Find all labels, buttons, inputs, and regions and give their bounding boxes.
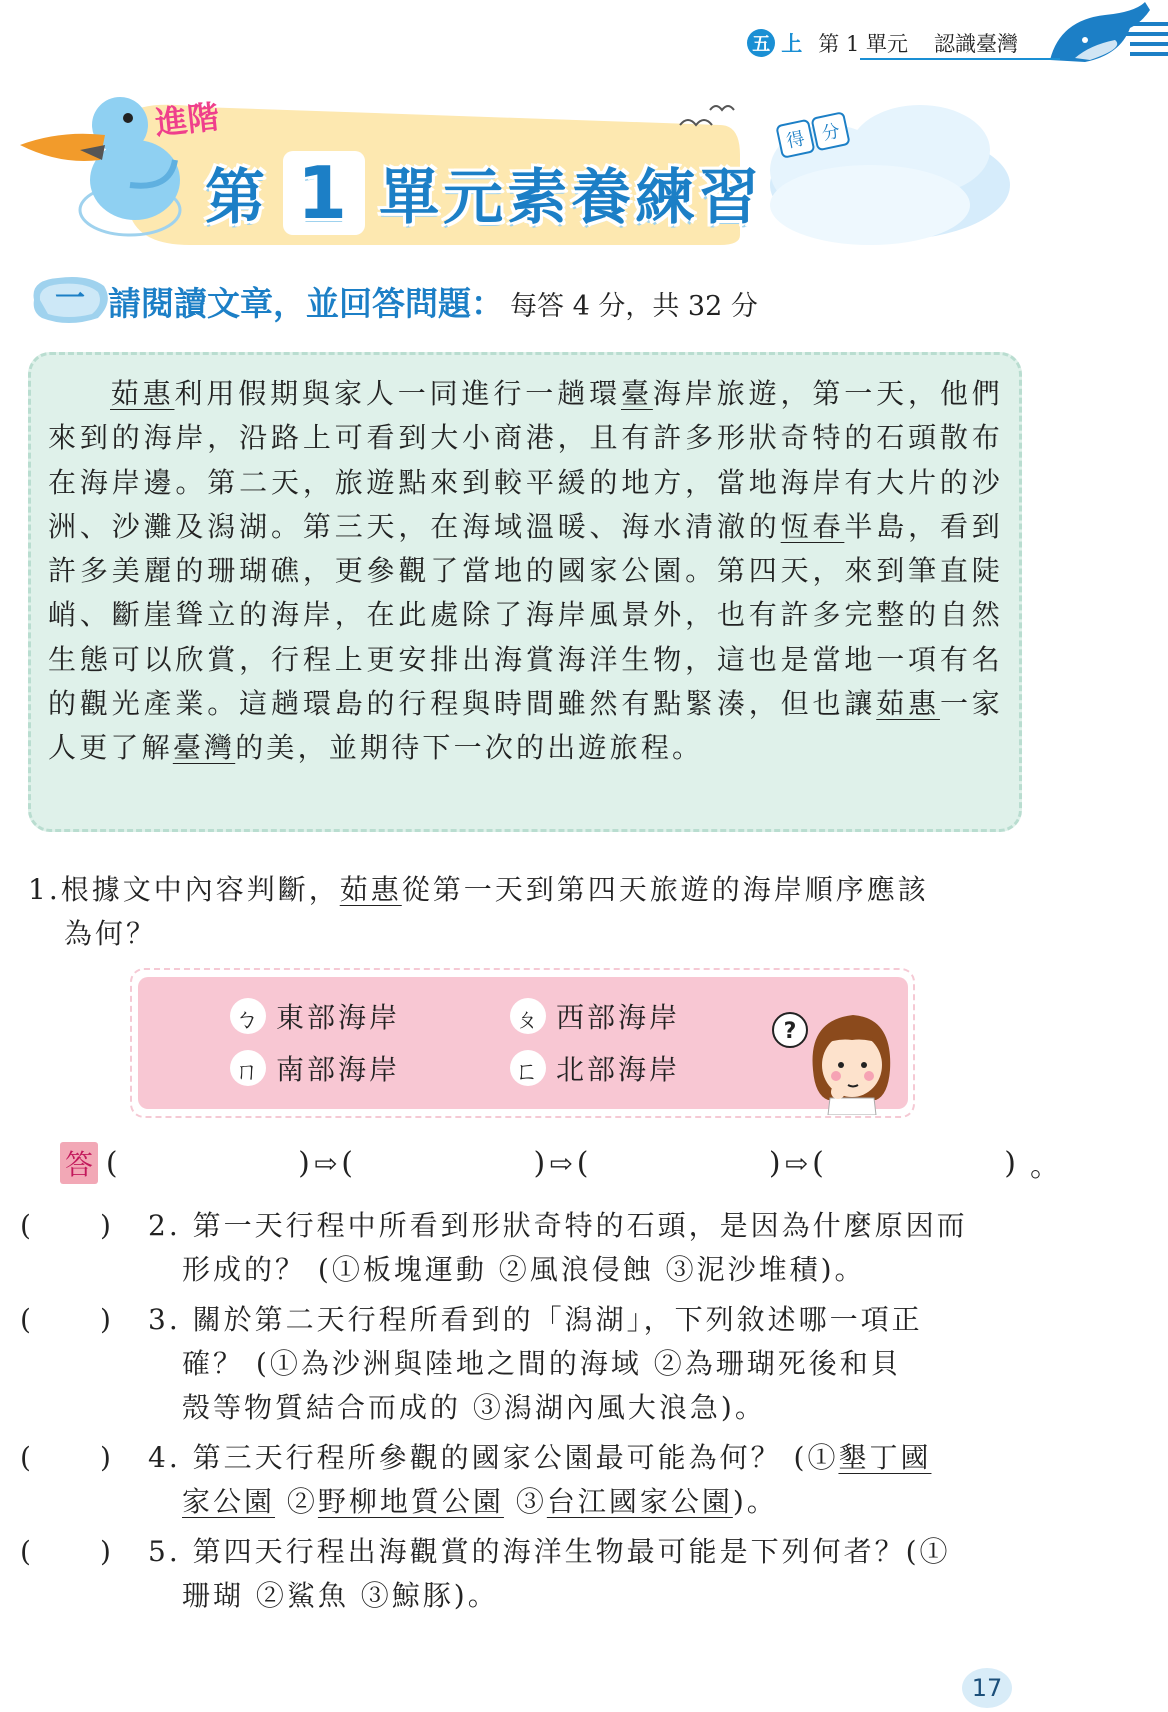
question-text: ③ xyxy=(503,1485,547,1518)
question-text: 2. 第一天行程中所看到形狀奇特的石頭，是因為什麼原因而 xyxy=(148,1209,968,1242)
passage-text: 海岸旅遊，第一天，他們來到的海岸，沿路上可看到大小商港，且有許多形狀奇特的石頭散布在海岸邊。第二天，旅遊點來到較平緩的地方，當地海岸有大片的沙洲、沙灘及潟湖。第三天，在海域溫暖、海水清澈的 xyxy=(48,377,1004,543)
header-underline xyxy=(860,58,1060,60)
term-label: 上 xyxy=(781,31,803,56)
arrow-icon: ⇨ xyxy=(549,1146,573,1180)
place-name: 臺 xyxy=(620,377,653,410)
question-text: )。 xyxy=(732,1485,778,1518)
answer-label: 答 xyxy=(60,1142,98,1184)
question-text: 從第一天到第四天旅遊的海岸順序應該 xyxy=(401,873,929,906)
place-name: 臺灣 xyxy=(172,731,236,765)
title-number: 1 xyxy=(283,151,365,235)
place-name: 台江國家公園 xyxy=(546,1485,733,1518)
option-text: 西部海岸 xyxy=(556,1001,681,1034)
option-symbol: ㄈ xyxy=(510,1050,546,1086)
score-char: 分 xyxy=(810,111,850,151)
question-text: 5. 第四天行程出海觀賞的海洋生物最可能是下列何者？(① xyxy=(148,1535,951,1568)
section-number-badge xyxy=(28,272,112,326)
option-text: 北部海岸 xyxy=(556,1053,681,1086)
option-symbol: ㄆ xyxy=(510,998,546,1034)
section-title xyxy=(108,278,758,325)
question-1 xyxy=(28,868,1028,956)
question-choices: 形成的？ (①板塊運動 ②風浪侵蝕 ③泥沙堆積)。 xyxy=(182,1253,866,1286)
paren: ( xyxy=(576,1145,589,1181)
paren: ( xyxy=(105,1145,118,1181)
paren: ) xyxy=(99,1535,114,1568)
page-number: 17 xyxy=(962,1668,1012,1708)
option-symbol: ㄅ xyxy=(230,998,266,1034)
paren: ) xyxy=(768,1145,781,1181)
paren: ( xyxy=(341,1145,354,1181)
place-name: 野柳地質公園 xyxy=(317,1485,504,1518)
grade-badge: 五 xyxy=(747,29,775,57)
passage-text: 的美，並期待下一次的出遊旅程。 xyxy=(235,731,704,765)
period: 。 xyxy=(1030,1149,1060,1184)
paren: ( xyxy=(812,1145,824,1181)
unit-label: 第 1 單元 xyxy=(818,32,908,56)
place-name: 墾丁國 xyxy=(838,1441,932,1474)
score-char: 得 xyxy=(775,119,815,159)
question-choices: 確？ (①為沙洲與陸地之間的海域 ②為珊瑚死後和貝 xyxy=(182,1347,902,1380)
question-choices: 珊瑚 ②鯊魚 ③鯨豚)。 xyxy=(182,1579,499,1612)
unit-name: 認識臺灣 xyxy=(934,32,1018,56)
person-name: 茹惠 xyxy=(876,687,940,721)
question-text: 3. 關於第二天行程所看到的「潟湖」，下列敘述哪一項正 xyxy=(148,1303,923,1336)
option-symbol: ㄇ xyxy=(230,1050,266,1086)
paren: ) xyxy=(99,1441,114,1474)
title-prefix: 第 xyxy=(205,163,269,233)
question-2 xyxy=(20,1204,1030,1294)
passage-text: 利用假期與家人一同進行一趟環 xyxy=(174,377,621,410)
section-number: 一 xyxy=(55,281,85,316)
question-text: ② xyxy=(275,1485,318,1518)
section-score: 每答 4 分，共 32 分 xyxy=(510,291,758,322)
paren: ) xyxy=(1004,1145,1016,1181)
page-title xyxy=(205,150,763,236)
thinking-girl-icon xyxy=(768,1000,898,1115)
paren: ( xyxy=(20,1303,34,1336)
question-5 xyxy=(20,1530,1030,1620)
level-badge: 進階 xyxy=(153,97,222,143)
answer-row xyxy=(60,1140,1060,1186)
place-name: 恆春 xyxy=(780,509,845,543)
paren: ) xyxy=(99,1209,114,1242)
paren: ) xyxy=(99,1303,114,1336)
page-header xyxy=(0,0,1168,80)
paren: ) xyxy=(298,1145,310,1181)
person-name: 茹惠 xyxy=(339,873,402,906)
paren: ( xyxy=(20,1535,34,1568)
option-text: 南部海岸 xyxy=(276,1053,401,1086)
place-name: 家公園 xyxy=(182,1485,276,1518)
paren: ) xyxy=(533,1145,546,1181)
option-text: 東部海岸 xyxy=(276,1001,401,1034)
breadcrumb xyxy=(747,28,1018,58)
reading-passage xyxy=(48,372,1003,771)
question-text: 根據文中內容判斷， xyxy=(60,873,340,906)
question-choices: 殼等物質結合而成的 ③潟湖內風大浪急)。 xyxy=(182,1391,766,1424)
question-text: 4. 第三天行程所參觀的國家公園最可能為何？ (① xyxy=(148,1441,839,1474)
paren: ( xyxy=(20,1209,34,1242)
title-suffix: 單元素養練習 xyxy=(379,163,764,233)
question-text: 為何？ xyxy=(64,917,158,950)
option-north xyxy=(510,1048,680,1088)
person-name: 茹惠 xyxy=(110,377,175,410)
arrow-icon: ⇨ xyxy=(313,1146,338,1180)
question-3 xyxy=(20,1298,1030,1432)
option-east xyxy=(230,996,400,1036)
section-instruction: 請閱讀文章，並回答問題： xyxy=(108,284,504,323)
paren: ( xyxy=(20,1441,34,1474)
question-number: 1. xyxy=(28,873,61,906)
arrow-icon: ⇨ xyxy=(784,1146,809,1180)
option-south xyxy=(230,1048,400,1088)
passage-text: 半島，看到許多美麗的珊瑚礁，更參觀了當地的國家公園。第四天，來到筆直陡峭、斷崖聳立的海岸，在此處除了海岸風景外，也有許多完整的自然生態可以欣賞，行程上更安排出海賞海洋生物，這也是當地一項有名的觀光產業。這趟環島的行程與時間雖然有點緊湊，但也讓 xyxy=(48,509,1003,721)
question-4 xyxy=(20,1436,1030,1526)
svg-text:?: ? xyxy=(783,1019,797,1044)
option-west xyxy=(510,996,680,1036)
passage-text: 一家人更了解 xyxy=(48,687,1004,765)
